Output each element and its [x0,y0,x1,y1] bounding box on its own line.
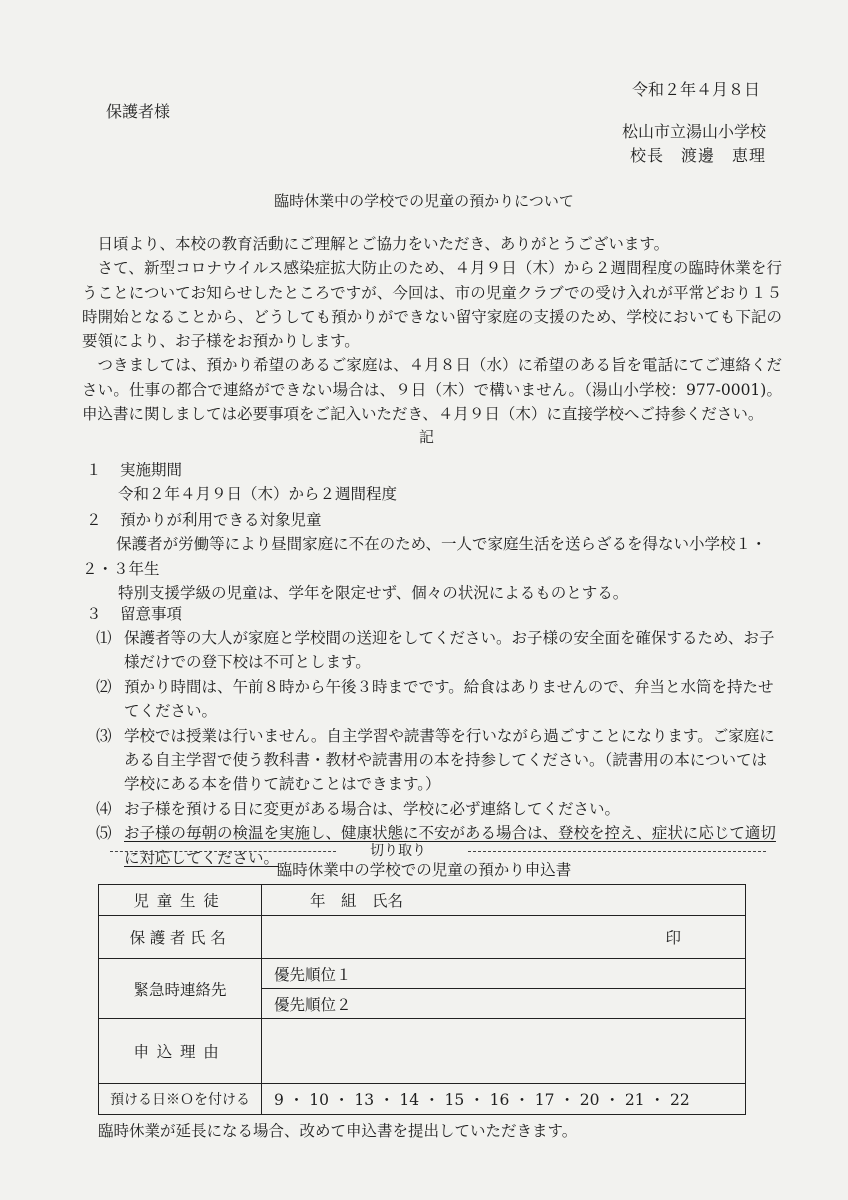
footer-note: 臨時休業が延長になる場合、改めて申込書を提出していただきます。 [98,1122,578,1140]
form-label: 緊急時連絡先 [99,959,262,1019]
day-option[interactable]: 20 [579,1091,600,1109]
section-1-text: 令和２年４月９日（木）から２週間程度 [118,485,398,503]
guardian-name-field[interactable] [262,916,746,959]
item-text: 学校では授業は行いません。自主学習や読書等を行いながら過ごすことになります。ご家庭にある自主学習で使う教科書・教材や読書用の本を持参してください。（読書用の本については学校にある本を借りて読むことはできます。） [124,726,775,794]
list-item [96,797,780,821]
seal-mark: 印 [665,929,681,947]
ki-heading: 記 [419,428,435,446]
form-title: 臨時休業中の学校での児童の預かり申込書 [276,861,572,879]
cut-label: 切り取り [370,843,426,859]
table-row [99,1084,746,1115]
days-field: 9 ・ 10 ・ 13 ・ 14 ・ 15 ・ 16 ・ 17 ・ 20 ・ 21 ・ 22 [262,1084,746,1115]
document-title: 臨時休業中の学校での児童の預かりについて [274,192,574,210]
principal-name: 校長 渡邊 恵理 [629,146,766,165]
section-title: 留意事項 [120,605,183,623]
section-1-heading [86,458,182,482]
table-row [99,916,746,959]
item-number: ⑷ [96,799,112,818]
body-paragraph: さて、新型コロナウイルス感染症拡大防止のため、４月９日（木）から２週間程度の臨時休業を行うことについてお知らせしたところですが、今回は、市の児童クラブでの受け入れが平常どおり１５時開始となることから、どうしても預かりができない留守家庭の支援のため、学校においても下記の要領により、お子様をお預かりします。 [82,259,782,351]
section-number: ２ [86,511,102,529]
item-text: 預かり時間は、午前８時から午後３時までです。給食はありませんので、弁当と水筒を持たせてください。 [124,677,774,721]
form-label: 申込理由 [99,1019,262,1084]
priority-2-field[interactable]: 優先順位２ [262,989,746,1019]
item-text: 保護者等の大人が家庭と学校間の送迎をしてください。お子様の安全面を確保するため、お子様だけでの登下校は不可とします。 [124,629,775,672]
list-item [96,626,780,675]
day-option[interactable]: 16 [489,1091,510,1109]
day-option[interactable]: 15 [444,1091,465,1109]
notes-list [96,626,780,870]
item-text: お子様の毎朝の検温を実施し、健康状態に不安がある場合は、登校を控え、症状に応じて適切に対応してください。 [124,824,776,867]
day-option[interactable]: 14 [399,1091,420,1109]
day-option[interactable]: 9 [274,1091,284,1109]
document-date: 令和２年４月８日 [631,80,760,99]
section-title: 実施期間 [120,461,183,479]
item-number: ⑵ [96,677,112,696]
form-label: 保護者氏名 [99,916,262,959]
section-title: 預かりが利用できる対象児童 [120,511,322,529]
body-text [82,232,782,426]
table-row [99,1019,746,1084]
section-2-heading [86,508,322,532]
cut-line-left [110,851,336,852]
day-option[interactable]: 13 [354,1091,375,1109]
day-option[interactable]: 17 [534,1091,555,1109]
day-option[interactable]: 21 [624,1091,645,1109]
section-3-heading [86,602,182,626]
section-number: １ [86,461,102,479]
section-2-text-1: 保護者が労働等により昼間家庭に不在のため、一人で家庭生活を送らざるを得ない小学校１・２・３年生 [82,535,767,578]
table-row [99,885,746,916]
body-paragraph: つきましては、預かり希望のあるご家庭は、４月８日（水）に希望のある旨を電話にてご連絡ください。仕事の都合で連絡ができない場合は、９日（木）で構いません。（湯山小学校：977-0001)。申込書に関しましては必要事項をご記入いただき、４月９日（木）に直接学校へご持参ください。 [82,356,782,424]
application-form [98,884,746,1115]
item-number: ⑴ [96,629,112,647]
item-text: お子様を預ける日に変更がある場合は、学校に必ず連絡してください。 [124,799,621,818]
list-item [96,675,780,724]
item-number: ⑶ [96,726,112,745]
section-2-text-2: 特別支援学級の児童は、学年を限定せず、個々の状況によるものとする。 [118,584,629,602]
addressee: 保護者様 [106,102,171,121]
item-number: ⑸ [96,824,112,843]
list-item [96,724,780,797]
section-number: ３ [86,605,102,623]
reason-field[interactable] [262,1019,746,1084]
day-option[interactable]: 22 [669,1091,690,1109]
school-name: 松山市立湯山小学校 [621,122,766,141]
table-row [99,959,746,989]
form-label: 預ける日※Ｏを付ける [99,1084,262,1115]
priority-1-field[interactable]: 優先順位１ [262,959,746,989]
day-option[interactable]: 10 [309,1091,329,1109]
body-paragraph: 日頃より、本校の教育活動にご理解とご協力をいただき、ありがとうございます。 [97,235,670,253]
cut-line-right [468,851,766,852]
form-label: 児童生徒 [99,885,262,916]
student-field[interactable]: 年 組 氏名 [262,885,746,916]
